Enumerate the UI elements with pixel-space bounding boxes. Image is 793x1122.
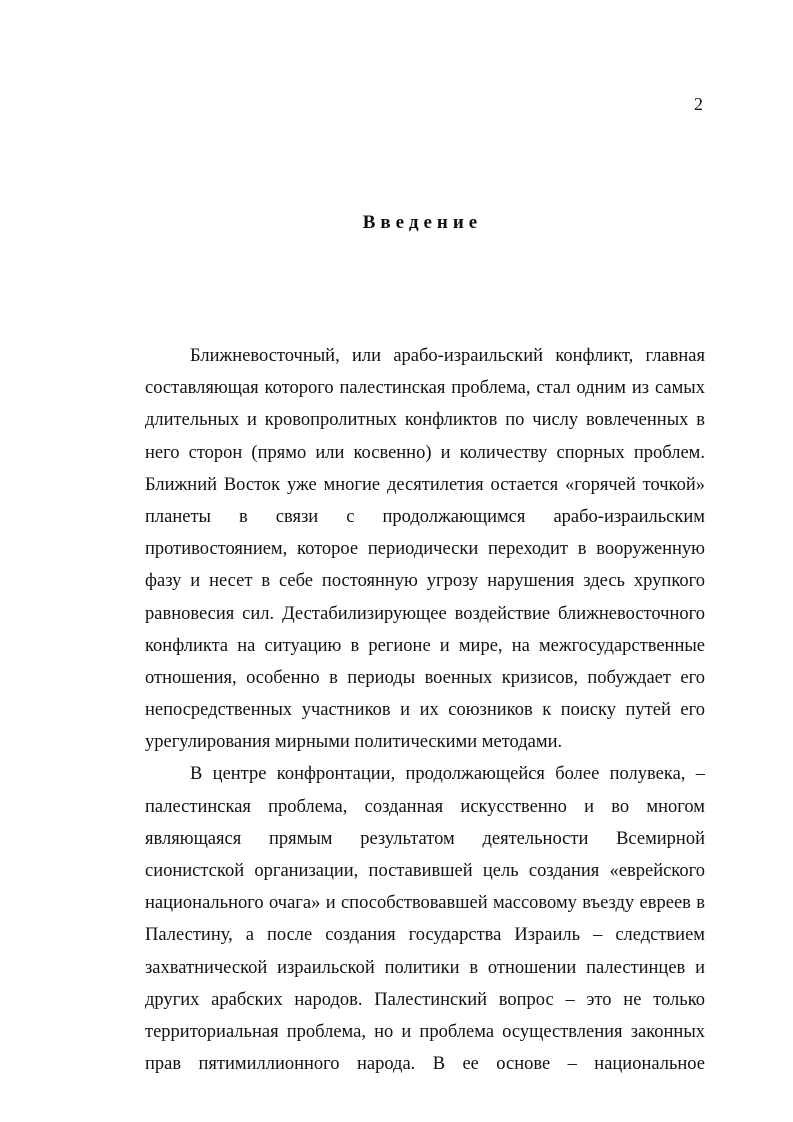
paragraph-1-line-4: него сторон (прямо или косвенно) и количеству спорных проблем. <box>145 442 705 463</box>
paragraph-2-line-9: территориальная проблема, но и проблема осуществления законных <box>145 1021 705 1042</box>
paragraph-1-line-1: Ближневосточный, или арабо-израильский конфликт, главная <box>190 346 705 366</box>
body-text <box>145 340 705 1080</box>
page-number: 2 <box>694 94 703 114</box>
paragraph-1-line-2: составляющая которого палестинская проблема, стал одним из самых <box>145 378 705 399</box>
paragraph-2-line-7: захватнической израильской политики в отношении палестинцев и <box>145 957 705 978</box>
paragraph-2-line-5: национального очага» и способствовавшей массовому въезду евреев в <box>145 893 705 914</box>
paragraph-2-line-1: В центре конфронтации, продолжающейся более полувека, – <box>190 764 705 785</box>
paragraph-1-line-8: фазу и несет в себе постоянную угрозу нарушения здесь хрупкого <box>145 571 705 592</box>
paragraph-2-line-6: Палестину, а после создания государства Израиль – следствием <box>145 925 705 946</box>
paragraph-1-line-12: непосредственных участников и их союзников к поиску путей его <box>145 700 705 721</box>
paragraph-2-line-4: сионистской организации, поставившей цель создания «еврейского <box>145 861 705 881</box>
paragraph-1-line-7: противостоянием, которое периодически переходит в вооруженную <box>145 539 705 560</box>
paragraph-1-line-3: длительных и кровопролитных конфликтов по числу вовлеченных в <box>145 410 705 431</box>
paragraph-2-line-3: являющаяся прямым результатом деятельности Всемирной <box>145 828 705 849</box>
paragraph-2-line-10: прав пятимиллионного народа. В ее основе – национальное <box>145 1054 705 1075</box>
paragraph-1-line-9: равновесия сил. Дестабилизирующее воздействие ближневосточного <box>145 603 705 624</box>
paragraph-1-line-13: урегулирования мирными политическими методами. <box>145 732 563 753</box>
paragraph-1-line-6: планеты в связи с продолжающимся арабо-израильским <box>145 506 705 527</box>
paragraph-1-line-10: конфликта на ситуацию в регионе и мире, на межгосударственные <box>145 635 705 656</box>
section-heading: Введение <box>362 212 483 233</box>
paragraph-1-line-11: отношения, особенно в периоды военных кризисов, побуждает его <box>145 667 705 688</box>
paragraph-1-line-5: Ближний Восток уже многие десятилетия остается «горячей точкой» <box>145 474 705 495</box>
paragraph-2-line-8: других арабских народов. Палестинский вопрос – это не только <box>145 989 705 1010</box>
paragraph-2-line-2: палестинская проблема, созданная искусственно и во многом <box>145 796 705 817</box>
